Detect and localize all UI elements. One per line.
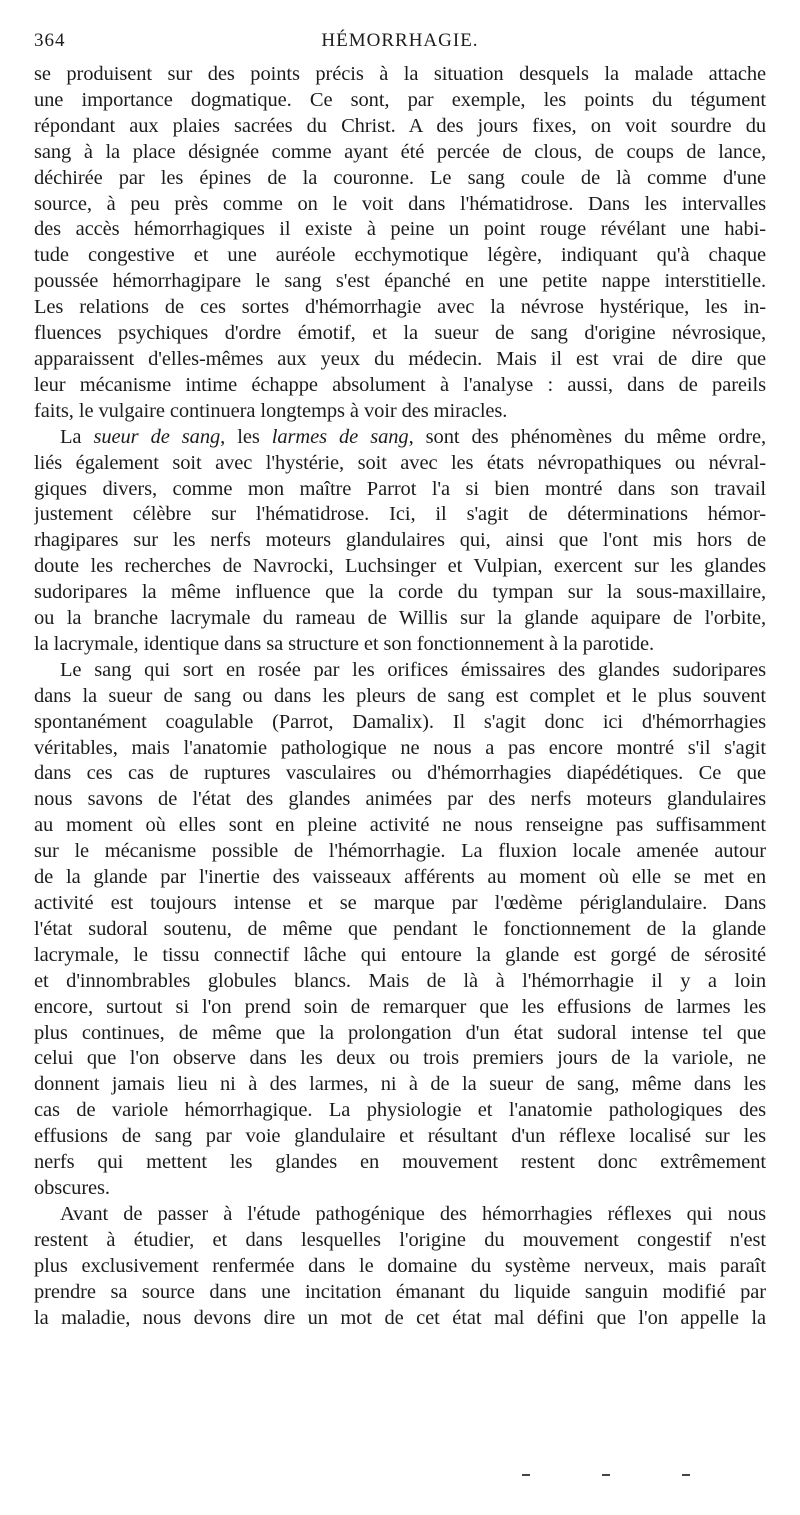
italic-term: larmes de sang xyxy=(271,425,409,448)
paragraph xyxy=(34,1202,766,1332)
paragraph xyxy=(34,658,766,1202)
text-segment: la maladie, nous devons dire un mot de cet état mal défini que l'on appelle la xyxy=(34,1306,766,1329)
text-segment: sang à la place désignée comme ayant été percée de clous, de coups de lance, xyxy=(34,140,766,163)
text-line xyxy=(34,399,766,425)
text-segment: répondant aux plaies sacrées du Christ. A des jours fixes, on voit sourdre du xyxy=(34,114,766,137)
text-line xyxy=(34,969,766,995)
text-line xyxy=(34,632,766,658)
text-segment: Avant de passer à l'étude pathogénique des hémorrhagies réflexes qui nous xyxy=(60,1202,766,1225)
text-line xyxy=(34,658,766,684)
text-segment: poussée hémorrhagipare le sang s'est épanché en une petite nappe interstitielle. xyxy=(34,270,766,293)
body-text xyxy=(34,62,766,1331)
text-segment: cas de variole hémorrhagique. La physiologie et l'anatomie pathologiques des xyxy=(34,1099,766,1122)
text-line xyxy=(34,865,766,891)
text-segment: nerfs qui mettent les glandes en mouvement restent donc extrêmement xyxy=(34,1151,766,1174)
text-segment: celui que l'on observe dans les deux ou trois premiers jours de la variole, ne xyxy=(34,1047,766,1070)
text-segment: Les relations de ces sortes d'hémorrhagie avec la névrose hystérique, les in- xyxy=(34,296,766,319)
text-line xyxy=(34,502,766,528)
text-segment: tude congestive et une auréole ecchymotique légère, indiquant qu'à chaque xyxy=(34,244,766,267)
text-line xyxy=(34,243,766,269)
text-line xyxy=(34,1280,766,1306)
text-segment: effusions de sang par voie glandulaire et résultant d'un réflexe localisé sur les xyxy=(34,1125,766,1148)
text-line xyxy=(34,140,766,166)
text-line xyxy=(34,1202,766,1228)
text-line xyxy=(34,295,766,321)
text-line xyxy=(34,943,766,969)
text-line xyxy=(34,477,766,503)
text-segment: une importance dogmatique. Ce sont, par exemple, les points du tégument xyxy=(34,88,766,111)
text-line xyxy=(34,373,766,399)
text-line xyxy=(34,269,766,295)
text-segment: dans la sueur de sang ou dans les pleurs de sang est complet et le plus souvent xyxy=(34,684,766,707)
text-line xyxy=(34,736,766,762)
text-line xyxy=(34,1021,766,1047)
text-segment: giques divers, comme mon maître Parrot l'a si bien montré dans son travail xyxy=(34,477,766,500)
text-segment: nous savons de l'état des glandes animées par des nerfs moteurs glandulaires xyxy=(34,788,766,811)
paragraph xyxy=(34,425,766,658)
text-line xyxy=(34,528,766,554)
text-segment: sudoripares la même influence que la corde du tympan sur la sous-maxillaire, xyxy=(34,581,766,604)
text-segment: , sont des phénomènes du même ordre, xyxy=(408,425,766,448)
text-line xyxy=(34,1176,766,1202)
running-title: HÉMORRHAGIE. xyxy=(321,30,479,51)
text-segment: prendre sa source dans une incitation émanant du liquide sanguin modifié par xyxy=(34,1280,766,1303)
text-segment: doute les recherches de Navrocki, Luchsinger et Vulpian, exercent sur les glandes xyxy=(34,555,766,578)
text-line xyxy=(34,1098,766,1124)
text-segment: justement célèbre sur l'hématidrose. Ici, il s'agit de déterminations hémor- xyxy=(34,503,766,526)
text-line xyxy=(34,1150,766,1176)
text-line xyxy=(34,1124,766,1150)
text-line xyxy=(34,761,766,787)
text-line xyxy=(34,88,766,114)
text-segment: , les xyxy=(220,425,272,448)
text-line xyxy=(34,321,766,347)
text-line xyxy=(34,1306,766,1332)
text-line xyxy=(34,217,766,243)
text-segment: encore, surtout si l'on prend soin de remarquer que les effusions de larmes les xyxy=(34,995,766,1018)
text-segment: déchirée par les épines de la couronne. Le sang coule de là comme d'une xyxy=(34,166,766,189)
text-segment: plus exclusivement renfermée dans le domaine du système nerveux, mais paraît xyxy=(34,1254,766,1277)
text-segment: spontanément coagulable (Parrot, Damalix). Il s'agit donc ici d'hémorrhagies xyxy=(34,710,766,733)
text-segment: des accès hémorrhagiques il existe à peine un point rouge révélant une habi- xyxy=(34,218,766,241)
text-line xyxy=(34,684,766,710)
page-number: 364 xyxy=(34,30,66,51)
text-segment: l'état sudoral soutenu, de même que pendant le fonctionnement de la glande xyxy=(34,917,766,940)
text-line xyxy=(34,62,766,88)
text-line xyxy=(34,1228,766,1254)
text-segment: faits, le vulgaire continuera longtemps à voir des miracles. xyxy=(34,399,508,422)
page-header xyxy=(34,30,766,60)
text-line xyxy=(34,787,766,813)
text-line xyxy=(34,710,766,736)
text-segment: sur le mécanisme possible de l'hémorrhagie. La fluxion locale amenée autour xyxy=(34,840,766,863)
text-segment: Le sang qui sort en rosée par les orifices émissaires des glandes sudoripares xyxy=(60,658,766,681)
text-segment: La xyxy=(60,425,94,448)
text-segment: lacrymale, le tissu connectif lâche qui entoure la glande est gorgé de sérosité xyxy=(34,943,766,966)
text-line xyxy=(34,114,766,140)
text-line xyxy=(34,995,766,1021)
text-line xyxy=(34,554,766,580)
text-segment: au moment où elles sont en pleine activité ne nous renseigne pas suffisamment xyxy=(34,814,766,837)
text-line xyxy=(34,451,766,477)
text-segment: donnent jamais lieu ni à des larmes, ni à de la sueur de sang, même dans les xyxy=(34,1073,766,1096)
text-line xyxy=(34,192,766,218)
text-line xyxy=(34,891,766,917)
text-segment: se produisent sur des points précis à la situation desquels la malade attache xyxy=(34,63,766,85)
text-segment: la lacrymale, identique dans sa structure et son fonctionnement à la parotide. xyxy=(34,632,655,655)
text-line xyxy=(34,166,766,192)
text-segment: activité est toujours intense et se marque par l'œdème périglandulaire. Dans xyxy=(34,892,766,914)
text-line xyxy=(34,347,766,373)
text-line xyxy=(34,1046,766,1072)
text-segment: plus continues, de même que la prolongation d'un état sudoral intense tel que xyxy=(34,1021,766,1044)
text-segment: de la glande par l'inertie des vaisseaux afférents au moment où elle se met en xyxy=(34,866,766,889)
bottom-marks xyxy=(520,1474,750,1480)
text-line xyxy=(34,813,766,839)
text-segment: apparaissent d'elles-mêmes aux yeux du médecin. Mais il est vrai de dire que xyxy=(34,347,766,370)
paragraph xyxy=(34,62,766,425)
text-line xyxy=(34,839,766,865)
text-line xyxy=(34,580,766,606)
text-segment: restent à étudier, et dans lesquelles l'origine du mouvement congestif n'est xyxy=(34,1228,766,1251)
text-segment: leur mécanisme intime échappe absolument à l'analyse : aussi, dans de pareils xyxy=(34,373,766,396)
italic-term: sueur de sang xyxy=(93,425,221,448)
text-line xyxy=(34,1254,766,1280)
text-segment: dans ces cas de ruptures vasculaires ou d'hémorrhagies diapédétiques. Ce que xyxy=(34,762,766,785)
text-segment: rhagipares sur les nerfs moteurs glandulaires qui, ainsi que l'ont mis hors de xyxy=(34,529,766,552)
text-line xyxy=(34,425,766,451)
text-segment: ou la branche lacrymale du rameau de Willis sur la glande aquipare de l'orbite, xyxy=(34,607,766,630)
text-segment: liés également soit avec l'hystérie, soit avec les états névropathiques ou névral- xyxy=(34,451,766,474)
text-segment: et d'innombrables globules blancs. Mais de là à l'hémorrhagie il y a loin xyxy=(34,969,766,992)
text-segment: véritables, mais l'anatomie pathologique ne nous a pas encore montré s'il s'agit xyxy=(34,736,766,759)
text-segment: source, à peu près comme on le voit dans l'hématidrose. Dans les intervalles xyxy=(34,192,766,215)
text-line xyxy=(34,606,766,632)
text-segment: obscures. xyxy=(34,1176,110,1199)
text-segment: fluences psychiques d'ordre émotif, et la sueur de sang d'origine névrosique, xyxy=(34,322,766,345)
text-line xyxy=(34,917,766,943)
text-line xyxy=(34,1072,766,1098)
